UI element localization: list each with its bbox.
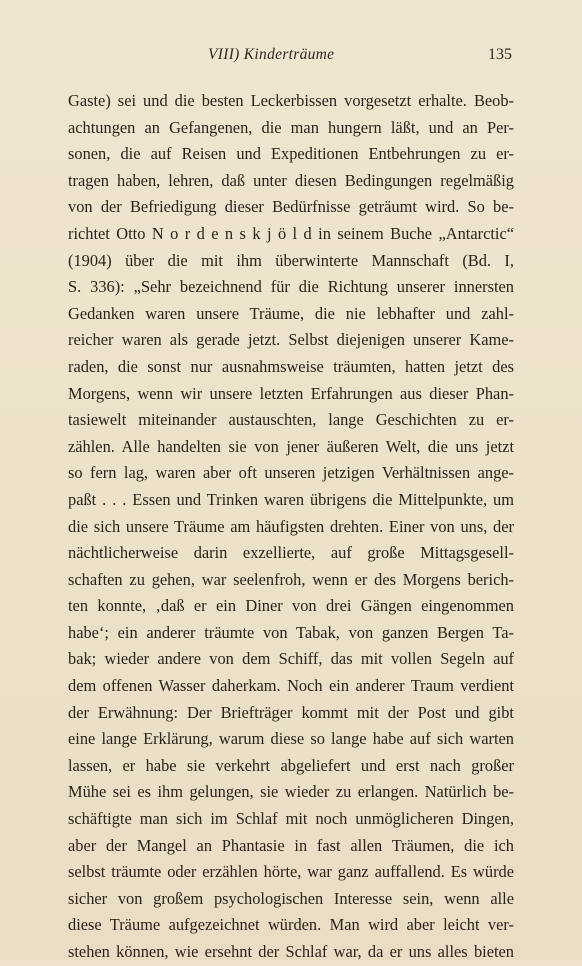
text-line: habe‘; ein anderer träumte von Tabak, von ganzen Bergen Ta- [68,622,514,642]
text-line: tasiewelt miteinander austauschten, lange Geschichten zu er- [68,410,514,430]
text-line: S. 336): „Sehr bezeichnend für die Richtung unserer innersten [68,277,514,297]
text-line: richtet Otto N o r d e n s k j ö l d in seinem Buche „Antarctic“ [68,223,514,243]
text-line: Morgens, wenn wir unsere letzten Erfahrungen aus dieser Phan- [68,383,514,403]
page-header [70,46,518,72]
text-line: achtungen an Gefangenen, die man hungern läßt, und an Per- [68,117,514,137]
text-line: reicher waren als gerade jetzt. Selbst diejenigen unserer Kame- [68,330,514,350]
body-text [68,88,514,966]
text-line: dem offenen Wasser daherkam. Noch ein anderer Traum verdient [68,676,514,696]
running-title: VIII) Kinderträume [208,46,335,63]
text-line: diese Träume aufgezeichnet würden. Man wird aber leicht ver- [68,915,514,935]
text-line: der Erwähnung: Der Briefträger kommt mit der Post und gibt [68,702,514,722]
text-line: sonen, die auf Reisen und Expeditionen Entbehrungen zu er- [68,144,514,164]
text-line: Gaste) sei und die besten Leckerbissen vorgesetzt erhalte. Beob- [68,91,514,110]
text-line: sicher von großem psychologischen Interesse sein, wenn alle [68,888,514,908]
text-line: paßt . . . Essen und Trinken waren übrigens die Mittelpunkte, um [68,489,514,509]
text-line: Gedanken waren unsere Träume, die nie lebhafter und zahl- [68,303,514,323]
text-line: die sich unsere Träume am häufigsten drehten. Einer von uns, der [68,516,514,536]
page-number: 135 [488,46,512,63]
text-line: so fern lag, waren aber oft unseren jetzigen Verhältnissen ange- [68,463,514,483]
text-line: Mühe sei es ihm gelungen, sie wieder zu erlangen. Natürlich be- [68,782,514,802]
text-line: (1904) über die mit ihm überwinterte Mannschaft (Bd. I, [68,250,514,270]
text-line: tragen haben, lehren, daß unter diesen Bedingungen regelmäßig [68,170,514,190]
text-line: raden, die sonst nur ausnahmsweise träumten, hatten jetzt des [68,356,514,376]
text-line: von der Befriedigung dieser Bedürfnisse geträumt wird. So be- [68,197,514,217]
text-line: schaften zu gehen, war seelenfroh, wenn er des Morgens berich- [68,569,514,589]
text-line: aber der Mangel an Phantasie in fast allen Träumen, die ich [68,835,514,855]
text-line: stehen können, wie ersehnt der Schlaf war, da er uns alles bieten [68,942,514,961]
text-line: zählen. Alle handelten sie von jener äußeren Welt, die uns jetzt [68,436,514,456]
text-line: nächtlicherweise darin exzellierte, auf große Mittagsgesell- [68,543,514,563]
text-line: bak; wieder andere von dem Schiff, das mit vollen Segeln auf [68,649,514,669]
text-line: lassen, er habe sie verkehrt abgeliefert und erst nach großer [68,755,514,775]
text-line: ten konnte, ‚daß er ein Diner von drei Gängen eingenommen [68,596,514,616]
text-line: schäftigte man sich im Schlaf mit noch unmöglicheren Dingen, [68,809,514,829]
text-line: selbst träumte oder erzählen hörte, war ganz auffallend. Es würde [68,862,514,882]
text-line: eine lange Erklärung, warum diese so lange habe auf sich warten [68,729,514,749]
